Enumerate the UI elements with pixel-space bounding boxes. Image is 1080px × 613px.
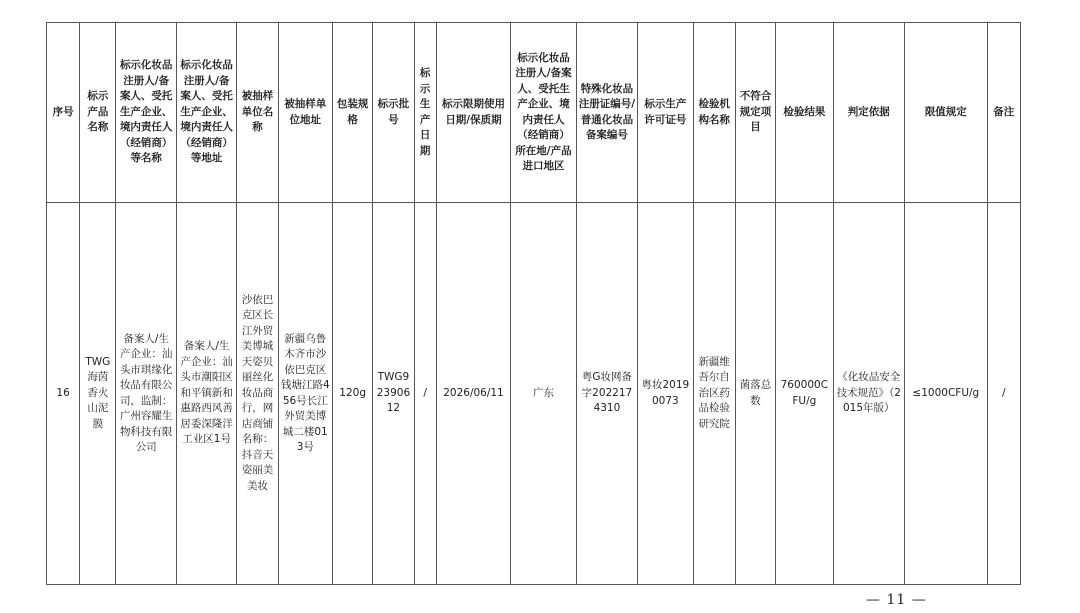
cell-registrant-address: 备案人/生产企业：汕头市潮阳区和平镇新和惠路西风善居委深隆洋工业区1号 — [176, 203, 236, 585]
header-cell: 标示化妆品注册人/备案人、受托生产企业、境内责任人（经销商）等地址 — [176, 23, 236, 203]
header-cell: 标示生产许可证号 — [638, 23, 693, 203]
header-cell: 不符合规定项目 — [735, 23, 775, 203]
header-cell: 标示化妆品注册人/备案人、受托生产企业、境内责任人（经销商）等名称 — [116, 23, 176, 203]
cell-registrant-name: 备案人/生产企业：汕头市琪缘化妆品有限公司，监制：广州容耀生物科技有限公司 — [116, 203, 176, 585]
cell-remarks: / — [987, 203, 1020, 585]
cell-failed-item: 菌落总数 — [735, 203, 775, 585]
header-cell: 限值规定 — [905, 23, 988, 203]
cell-inspection-agency: 新疆维吾尔自治区药品检验研究院 — [693, 203, 735, 585]
inspection-results-table — [46, 22, 1021, 585]
header-cell: 序号 — [47, 23, 80, 203]
cell-origin-region: 广东 — [511, 203, 576, 585]
cell-sampled-unit-address: 新疆乌鲁木齐市沙依巴克区钱塘江路456号长江外贸美博城二楼013号 — [278, 203, 332, 585]
cell-expiry-date: 2026/06/11 — [436, 203, 511, 585]
header-cell: 包装规格 — [333, 23, 373, 203]
header-cell: 标示化妆品注册人/备案人、受托生产企业、境内责任人（经销商）所在地/产品进口地区 — [511, 23, 576, 203]
header-cell: 备注 — [987, 23, 1020, 203]
header-cell: 特殊化妆品注册证编号/普通化妆品备案编号 — [576, 23, 637, 203]
header-cell: 被抽样单位名称 — [237, 23, 278, 203]
header-cell: 判定依据 — [833, 23, 905, 203]
table-row — [47, 203, 1021, 585]
cell-batch-number: TWG92390612 — [373, 203, 414, 585]
table-header-row — [47, 23, 1021, 203]
header-cell: 标示批号 — [373, 23, 414, 203]
cell-limit-value: ≤1000CFU/g — [905, 203, 988, 585]
header-cell: 标示限期使用日期/保质期 — [436, 23, 511, 203]
cell-filing-number: 粤G妆网备字2022174310 — [576, 203, 637, 585]
cell-license-number: 粤妆20190073 — [638, 203, 693, 585]
cell-production-date: / — [414, 203, 436, 585]
cell-sampled-unit-name: 沙依巴克区长江外贸美博城天姿贝丽丝化妆品商行，网店商铺名称：抖音天姿丽美美妆 — [237, 203, 278, 585]
cell-package-spec: 120g — [333, 203, 373, 585]
header-cell: 检验结果 — [776, 23, 833, 203]
cell-judgment-basis: 《化妆品安全技术规范》（2015年版） — [833, 203, 905, 585]
cell-product-name: TWG海茵香火山泥膜 — [80, 203, 116, 585]
header-cell: 检验机构名称 — [693, 23, 735, 203]
header-cell: 标示生产日期 — [414, 23, 436, 203]
cell-test-result: 760000CFU/g — [776, 203, 833, 585]
cell-serial-number: 16 — [47, 203, 80, 585]
page-number: — 11 — — [866, 592, 927, 608]
header-cell: 被抽样单位地址 — [278, 23, 332, 203]
header-cell: 标示产品名称 — [80, 23, 116, 203]
